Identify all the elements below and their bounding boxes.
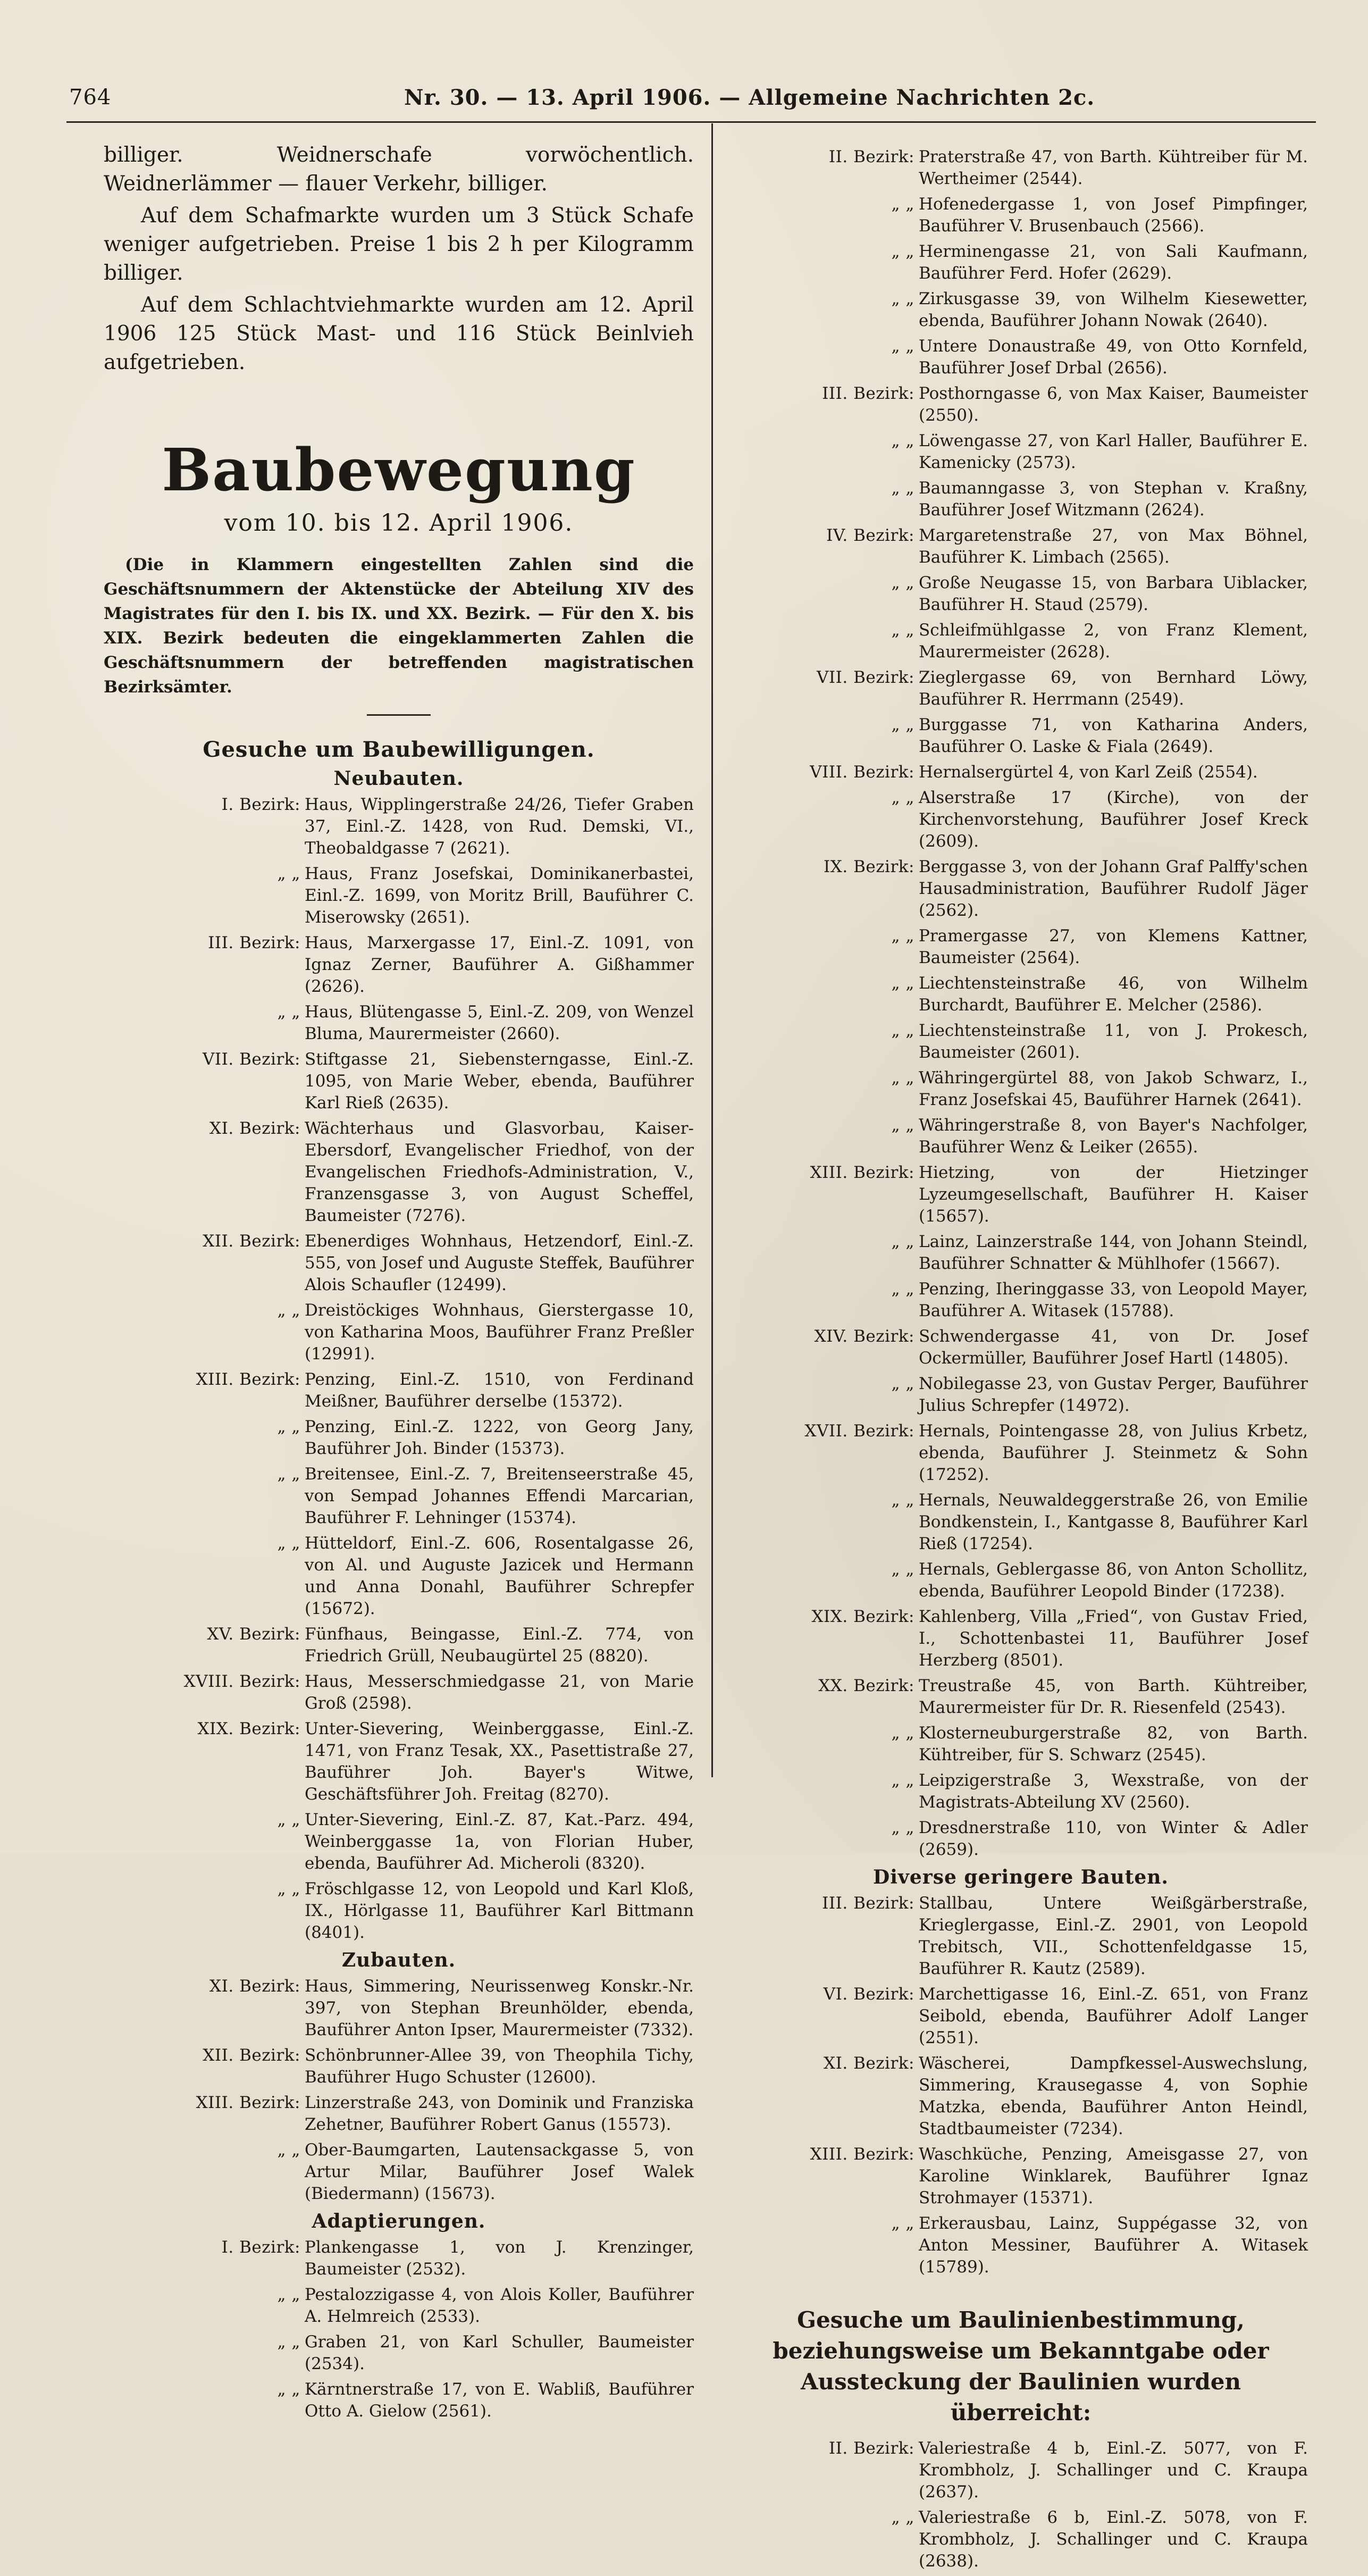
district-label: „ „ [891,1279,914,1299]
list-item [734,383,1308,426]
list-item [734,2144,1308,2209]
list-item [734,1606,1308,1671]
list-item [734,2438,1308,2503]
district-label: I. Bezirk: [221,2238,300,2257]
list-item [734,1490,1308,1555]
district-label: XIII. Bezirk: [196,1370,300,1389]
list-item [104,1533,694,1620]
list-item [104,2139,694,2205]
list-item [734,1231,1308,1275]
entry-text: Liechtensteinstraße 46, von Wilhelm Burchardt, Bauführer E. Melcher (2586). [919,974,1308,1015]
district-label: XI. Bezirk: [824,2054,914,2073]
district-label: „ „ [891,479,914,498]
district-label: III. Bezirk: [822,1894,914,1913]
entry-text: Klosterneuburgerstraße 82, von Barth. Kühtreiber, für S. Schwarz (2545). [919,1724,1308,1764]
district-label: „ „ [891,1560,914,1579]
entry-text: Ebenerdiges Wohnhaus, Hetzendorf, Einl.-Z. 555, von Josef und Auguste Steffek, Bauführer Alois Schaufler (12499). [305,1232,694,1294]
list-item [104,932,694,998]
right-column [734,146,1308,2576]
header-rule [66,121,1316,123]
entry-text: Erkerausbau, Lainz, Suppégasse 32, von Anton Messiner, Bauführer A. Witasek (15789). [919,2214,1308,2277]
district-label: I. Bezirk: [221,795,300,814]
article-subtitle: vom 10. bis 12. April 1906. [224,509,574,537]
district-label: III. Bezirk: [208,933,300,952]
entry-text: Fünfhaus, Beingasse, Einl.-Z. 774, von Friedrich Grüll, Neubaugürtel 25 (8820). [305,1625,694,1666]
district-label: IX. Bezirk: [824,857,914,876]
list-item [104,1463,694,1529]
article-title: Baubewegung [162,436,636,504]
list-item [104,2331,694,2375]
district-label: II. Bezirk: [828,2439,914,2458]
entry-text: Hofenedergasse 1, von Josef Pimpfinger, Bauführer V. Brusenbauch (2566). [919,195,1308,236]
list-item [104,863,694,929]
district-label: IV. Bezirk: [826,526,914,545]
list-item [104,1001,694,1045]
entry-text: Stiftgasse 21, Siebensterngasse, Einl.-Z. 1095, von Marie Weber, ebenda, Bauführer Karl Rieß (2635). [305,1050,694,1113]
page-header [69,80,1308,117]
list-item [104,2284,694,2328]
subsection-title: Zubauten. [341,1949,456,1971]
list-item [104,1118,694,1227]
entry-text: Breitensee, Einl.-Z. 7, Breitenseerstraße 45, von Sempad Johannes Effendi Marcarian, Bauführer F. Lehninger (15374). [305,1465,694,1527]
entry-text: Schönbrunner-Allee 39, von Theophila Tichy, Bauführer Hugo Schuster (12600). [305,2046,694,2087]
list-item [104,1878,694,1944]
list-item [104,1718,694,1805]
entry-text: Nobilegasse 23, von Gustav Perger, Bauführer Julius Schrepfer (14972). [919,1374,1308,1415]
entry-text: Stallbau, Untere Weißgärberstraße, Krieglergasse, Einl.-Z. 2901, von Leopold Trebitsch, VII., Schottenfeldgasse 15, Bauführer R. Kautz (2589). [919,1894,1308,1978]
section-title: Gesuche um Baubewilligungen. [203,737,595,762]
entry-text: Hietzing, von der Hietzinger Lyzeumgesellschaft, Bauführer H. Kaiser (15657). [919,1163,1308,1226]
entry-text: Dreistöckiges Wohnhaus, Gierstergasse 10, von Katharina Moos, Bauführer Franz Preßler (12991). [305,1301,694,1364]
list-item [734,241,1308,285]
district-label: „ „ [891,788,914,807]
district-label: XIII. Bezirk: [810,2145,914,2164]
entry-text: Leipzigerstraße 3, Wexstraße, von der Magistrats-Abteilung XV (2560). [919,1771,1308,1812]
entry-text: Unter-Sievering, Weinberggasse, Einl.-Z. 1471, von Franz Tesak, XX., Pasettistraße 27, Bauführer Joh. Bayer's Witwe, Geschäftsführer Joh. Freitag (8270). [305,1719,694,1804]
diverse-list [734,1893,1308,2278]
district-label: „ „ [891,2508,914,2527]
entry-text: Schleifmühlgasse 2, von Franz Klement, Maurermeister (2628). [919,621,1308,662]
entry-text: Wäscherei, Dampfkessel-Auswechslung, Simmering, Krausegasse 4, von Sophie Matzka, ebenda, Bauführer Anton Heindl, Stadtbaumeister (7234). [919,2054,1308,2138]
entry-text: Kärntnerstraße 17, von E. Wabliß, Bauführer Otto A. Gielow (2561). [305,2380,694,2421]
list-item [104,1671,694,1714]
district-label: XII. Bezirk: [203,1232,300,1251]
district-label: „ „ [891,431,914,450]
list-item [734,1115,1308,1158]
district-label: „ „ [277,2380,300,2399]
entry-text: Graben 21, von Karl Schuller, Baumeister (2534). [305,2332,694,2373]
district-label: „ „ [891,1771,914,1790]
list-item [734,762,1308,783]
district-label: „ „ [277,1810,300,1829]
list-item [734,973,1308,1016]
list-item [734,1984,1308,2049]
entry-text: Wächterhaus und Glasvorbau, Kaiser-Ebersdorf, Evangelischer Friedhof, von der Evangelischen Friedhofs-Administration, V., Franzensgasse 3, von August Scheffel, Baumeister (7276). [305,1119,694,1225]
list-item [734,1067,1308,1111]
entry-text: Haus, Blütengasse 5, Einl.-Z. 209, von Wenzel Bluma, Maurermeister (2660). [305,1002,694,1043]
district-label: „ „ [891,573,914,592]
district-label: XI. Bezirk: [209,1977,300,1996]
intro-paragraph: Auf dem Schafmarkte wurden um 3 Stück Schafe weniger aufgetrieben. Preise 1 bis 2 h per Kilogramm billiger. [104,204,694,285]
entry-text: Fröschlgasse 12, von Leopold und Karl Kloß, IX., Hörlgasse 11, Bauführer Karl Bittmann (8401). [305,1879,694,1942]
running-title: Nr. 30. — 13. April 1906. — Allgemeine Nachrichten 2c. [404,85,1095,110]
intro-paragraph: Auf dem Schlachtviehmarkte wurden am 12. April 1906 125 Stück Mast- und 116 Stück Beinlvieh aufgetrieben. [104,293,694,374]
list-item [104,2045,694,2088]
zubauten-list [104,1976,694,2205]
district-label: III. Bezirk: [822,384,914,403]
list-item [734,1420,1308,1486]
entry-text: Posthorngasse 6, von Max Kaiser, Baumeister (2550). [919,384,1308,425]
entry-text: Hernals, Pointengasse 28, von Julius Krbetz, ebenda, Bauführer J. Steinmetz & Sohn (17252). [919,1421,1308,1484]
district-label: XII. Bezirk: [203,2046,300,2065]
list-item [104,794,694,859]
entry-text: Valeriestraße 6 b, Einl.-Z. 5078, von F. Krombholz, J. Schallinger und C. Kraupa (2638). [919,2508,1308,2571]
section-rule [367,714,431,716]
district-label: VII. Bezirk: [816,668,914,687]
district-label: XX. Bezirk: [818,1676,914,1695]
district-label: „ „ [891,337,914,356]
entry-text: Baumanngasse 3, von Stephan v. Kraßny, Bauführer Josef Witzmann (2624). [919,479,1308,520]
baulinien-title: Gesuche um Baulinienbestimmung, beziehungsweise um Bekanntgabe oder Aussteckung der Baulinien wurden überreicht: [773,2307,1269,2426]
list-item [734,525,1308,568]
list-item [734,194,1308,237]
intro-paragraph: billiger. Weidnerschafe vorwöchentlich. Weidnerlämmer — flauer Verkehr, billiger. [104,143,694,196]
entry-text: Zieglergasse 69, von Bernhard Löwy, Bauführer R. Herrmann (2549). [919,668,1308,709]
list-item [734,1893,1308,1980]
list-item [104,2379,694,2422]
list-item [734,478,1308,521]
page-number: 764 [69,85,112,110]
district-label: „ „ [891,1021,914,1040]
subsection-title: Adaptierungen. [312,2210,486,2232]
district-label: „ „ [277,1879,300,1898]
list-item [104,1416,694,1460]
list-item [734,2053,1308,2140]
district-label: XV. Bezirk: [207,1625,300,1644]
entry-text: Plankengasse 1, von J. Krenzinger, Baumeister (2532). [305,2238,694,2279]
district-label: „ „ [891,242,914,261]
list-item [734,620,1308,663]
list-item [734,714,1308,758]
district-label: „ „ [891,1068,914,1088]
district-label: „ „ [277,1417,300,1436]
entry-text: Haus, Franz Josefskai, Dominikanerbastei, Einl.-Z. 1699, von Moritz Brill, Bauführer C. Miserowsky (2651). [305,864,694,927]
entry-text: Alserstraße 17 (Kirche), von der Kirchenvorstehung, Bauführer Josef Kreck (2609). [919,788,1308,851]
list-item [734,1373,1308,1417]
list-item [734,2507,1308,2572]
district-label: „ „ [891,621,914,640]
district-label: XIII. Bezirk: [196,2093,300,2112]
entry-text: Liechtensteinstraße 11, von J. Prokesch, Baumeister (2601). [919,1021,1308,1062]
entry-text: Penzing, Einl.-Z. 1222, von Georg Jany, Bauführer Joh. Binder (15373). [305,1417,694,1458]
district-label: „ „ [277,2285,300,2304]
entry-text: Währingerstraße 8, von Bayer's Nachfolger, Bauführer Wenz & Leiker (2655). [919,1116,1308,1157]
district-label: „ „ [891,1818,914,1837]
entry-text: Große Neugasse 15, von Barbara Uiblacker, Bauführer H. Staud (2579). [919,573,1308,614]
district-label: VIII. Bezirk: [810,763,914,782]
list-item [104,1300,694,1365]
entry-text: Marchettigasse 16, Einl.-Z. 651, von Franz Seibold, ebenda, Bauführer Adolf Langer (2551). [919,1985,1308,2047]
list-item [734,1675,1308,1719]
subsection-title: Diverse geringere Bauten. [873,1866,1169,1888]
entry-text: Herminengasse 21, von Sali Kaufmann, Bauführer Ferd. Hofer (2629). [919,242,1308,283]
district-label: „ „ [891,1374,914,1393]
entry-text: Treustraße 45, von Barth. Kühtreiber, Maurermeister für Dr. R. Riesenfeld (2543). [919,1676,1308,1717]
district-label: „ „ [277,2140,300,2160]
entry-text: Unter-Sievering, Einl.-Z. 87, Kat.-Parz. 494, Weinberggasse 1a, von Florian Huber, ebenda, Bauführer Ad. Micheroli (8320). [305,1810,694,1873]
district-label: „ „ [277,2332,300,2352]
entry-text: Pestalozzigasse 4, von Alois Koller, Bauführer A. Helmreich (2533). [305,2285,694,2326]
adaptierungen-list [104,2237,694,2422]
entry-text: Lainz, Lainzerstraße 144, von Johann Steindl, Bauführer Schnatter & Mühlhofer (15667). [919,1232,1308,1273]
entry-text: Margaretenstraße 27, von Max Böhnel, Bauführer K. Limbach (2565). [919,526,1308,567]
column-divider [711,123,713,1777]
entry-text: Hernals, Neuwaldeggerstraße 26, von Emilie Bondkenstein, I., Kantgasse 8, Bauführer Karl Rieß (17254). [919,1491,1308,1553]
district-label: „ „ [891,195,914,214]
list-item [734,1722,1308,1766]
list-item [734,1559,1308,1602]
entry-text: Valeriestraße 4 b, Einl.-Z. 5077, von F. Krombholz, J. Schallinger und C. Kraupa (2637). [919,2439,1308,2502]
entry-text: Schwendergasse 41, von Dr. Josef Ockermüller, Bauführer Josef Hartl (14805). [919,1327,1308,1368]
entry-text: Währingergürtel 88, von Jakob Schwarz, I., Franz Josefskai 45, Bauführer Harnek (2641). [919,1068,1308,1109]
entry-text: Waschküche, Penzing, Ameisgasse 27, von Karoline Winklarek, Bauführer Ignaz Strohmayer (15371). [919,2145,1308,2207]
list-item [104,1231,694,1296]
list-item [734,1326,1308,1369]
entry-text: Dresdnerstraße 110, von Winter & Adler (2659). [919,1818,1308,1859]
entry-text: Untere Donaustraße 49, von Otto Kornfeld, Bauführer Josef Drbal (2656). [919,337,1308,378]
district-label: „ „ [891,1232,914,1251]
list-item [104,1624,694,1667]
list-item [734,336,1308,379]
list-item [734,1817,1308,1861]
list-item [104,1049,694,1114]
entry-text: Praterstraße 47, von Barth. Kühtreiber für M. Wertheimer (2544). [919,147,1308,188]
entry-text: Pramergasse 27, von Klemens Kattner, Baumeister (2564). [919,926,1308,967]
list-item [734,787,1308,852]
list-item [734,2213,1308,2278]
district-label: „ „ [891,1491,914,1510]
entry-text: Haus, Simmering, Neurissenweg Konskr.-Nr. 397, von Stephan Breunhölder, ebenda, Bauführer Anton Ipser, Maurermeister (7332). [305,1977,694,2039]
entry-text: Linzerstraße 243, von Dominik und Franziska Zehetner, Bauführer Robert Ganus (15573). [305,2093,694,2134]
entry-text: Kahlenberg, Villa „Fried“, von Gustav Fried, I., Schottenbastei 11, Bauführer Josef Herzberg (8501). [919,1607,1308,1670]
entry-text: Berggasse 3, von der Johann Graf Palffy'schen Hausadministration, Bauführer Rudolf Jäger (2562). [919,857,1308,920]
list-item [104,2092,694,2136]
district-label: „ „ [277,1465,300,1484]
list-item [734,1770,1308,1813]
district-label: VII. Bezirk: [202,1050,300,1069]
entry-text: Burggasse 71, von Katharina Anders, Bauführer O. Laske & Fiala (2649). [919,715,1308,756]
district-label: „ „ [277,1301,300,1320]
list-item [734,288,1308,332]
district-label: XIX. Bezirk: [811,1607,914,1626]
district-label: XIX. Bezirk: [197,1719,300,1738]
list-item [734,1020,1308,1064]
district-label: II. Bezirk: [828,147,914,166]
list-item [104,1809,694,1875]
list-item [734,667,1308,710]
list-item [104,2237,694,2280]
list-item [104,1369,694,1412]
district-label: „ „ [277,864,300,883]
list-item [734,430,1308,474]
baulinien-list [734,2438,1308,2572]
district-label: „ „ [277,1002,300,1022]
entry-text: Penzing, Einl.-Z. 1510, von Ferdinand Meißner, Bauführer derselbe (15372). [305,1370,694,1411]
list-item [734,1162,1308,1227]
list-item [734,1278,1308,1322]
entry-text: Haus, Messerschmiedgasse 21, von Marie Groß (2598). [305,1672,694,1713]
entry-text: Hernalsergürtel 4, von Karl Zeiß (2554). [919,763,1258,782]
subsection-title: Neubauten. [333,767,464,790]
list-item [734,146,1308,190]
district-label: XVII. Bezirk: [804,1421,914,1441]
district-label: „ „ [891,974,914,993]
district-label: „ „ [891,715,914,734]
entry-text: Hernals, Geblergasse 86, von Anton Schollitz, ebenda, Bauführer Leopold Binder (17238). [919,1560,1308,1601]
district-label: „ „ [891,1116,914,1135]
district-label: „ „ [891,289,914,308]
neubauten-list [104,794,694,1944]
entry-text: Haus, Marxergasse 17, Einl.-Z. 1091, von Ignaz Zerner, Bauführer A. Gißhammer (2626). [305,933,694,996]
district-label: VI. Bezirk: [823,1985,914,2004]
district-label: „ „ [891,2214,914,2233]
district-label: „ „ [891,1724,914,1743]
district-label: XIV. Bezirk: [814,1327,914,1346]
explanatory-note: (Die in Klammern eingestellten Zahlen sind die Geschäftsnummern der Aktenstücke der Abteilung XIV des Magistrates für den I. bis IX. und XX. Bezirk. — Für den X. bis XIX. Bezirk bedeuten die eingeklammerten Zahlen die Geschäftsnummern der betreffenden magistratischen Bezirksämter. [104,555,694,697]
entry-text: Penzing, Iheringgasse 33, von Leopold Mayer, Bauführer A. Witasek (15788). [919,1279,1308,1320]
left-column [104,141,694,2426]
list-item [734,572,1308,616]
list-item [734,925,1308,969]
district-label: „ „ [891,926,914,946]
list-item [104,1976,694,2041]
district-label: XIII. Bezirk: [810,1163,914,1182]
entry-text: Löwengasse 27, von Karl Haller, Bauführer E. Kamenicky (2573). [919,431,1308,472]
adaptierungen-continued-list [734,146,1308,1861]
list-item [734,856,1308,922]
entry-text: Haus, Wipplingerstraße 24/26, Tiefer Graben 37, Einl.-Z. 1428, von Rud. Demski, VI., Theobaldgasse 7 (2621). [305,795,694,858]
entry-text: Hütteldorf, Einl.-Z. 606, Rosentalgasse 26, von Al. und Auguste Jazicek und Hermann und Anna Donahl, Bauführer Schrepfer (15672). [305,1534,694,1618]
entry-text: Ober-Baumgarten, Lautensackgasse 5, von Artur Milar, Bauführer Josef Walek (Biedermann) (15673). [305,2140,694,2203]
district-label: „ „ [277,1534,300,1553]
entry-text: Zirkusgasse 39, von Wilhelm Kiesewetter, ebenda, Bauführer Johann Nowak (2640). [919,289,1308,330]
district-label: XVIII. Bezirk: [183,1672,300,1691]
district-label: XI. Bezirk: [209,1119,300,1138]
